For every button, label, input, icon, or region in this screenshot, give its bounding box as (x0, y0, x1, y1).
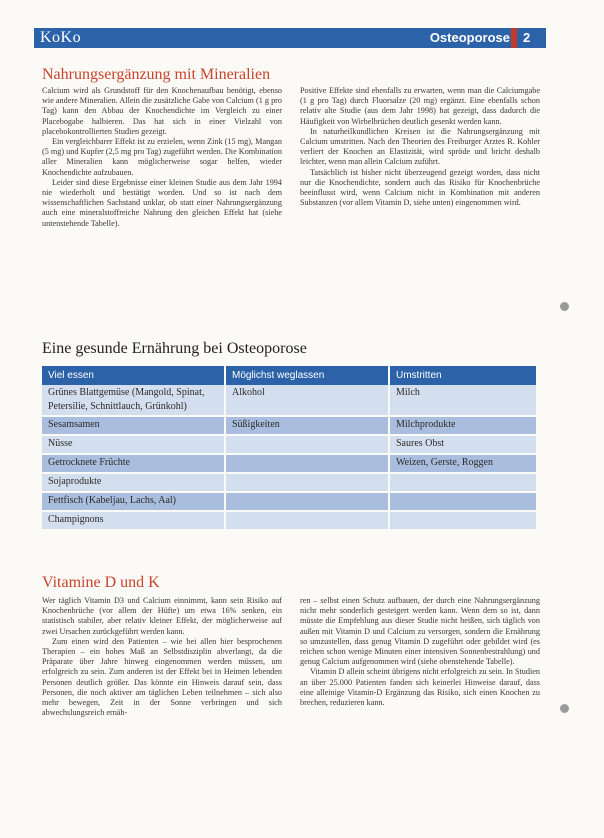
table-cell (225, 511, 389, 530)
table-cell: Alkohol (225, 385, 389, 416)
table-cell: Sojaprodukte (42, 473, 225, 492)
table-cell (389, 511, 537, 530)
paragraph: Positive Effekte sind ebenfalls zu erwarten, wenn man die Calciumgabe (1 g pro Tag) durch Fluorsalze (20 mg) ergänzt. Eine ebenfalls schon relativ alte Studie (aus dem Jahr 1998) hat gezeigt, dass dadurch die Häufigkeit von Wirbelbrüchen deutlich gesenkt werden kann. (300, 86, 540, 126)
paragraph: In naturheilkundlichen Kreisen ist die Nahrungsergänzung mit Calcium umstritten. Nach den Theorien des Freiburger Arztes R. Kohler verliert der Knochen an Elastizität, wird spröde und bricht deshalb leichter, wenn man allein Calcium zuführt. (300, 126, 540, 167)
table-cell (225, 435, 389, 454)
table-cell (389, 473, 537, 492)
logo: KoKo (40, 29, 82, 46)
table-cell (225, 473, 389, 492)
table-row (42, 492, 537, 511)
table-row (42, 454, 537, 473)
paragraph: Ein vergleichbarer Effekt ist zu erzielen, wenn Zink (15 mg), Mangan (5 mg) und Kupfer (2,5 mg pro Tag) zugeführt werden. Die Kombination aller Mineralien kann möglicherweise sogar helfen, wieder Knochendichte aufzubauen. (42, 137, 282, 177)
minerals-right-column (300, 86, 540, 208)
page-header (34, 28, 546, 48)
page-number: 2 (523, 30, 531, 45)
table-cell: Grünes Blattgemüse (Mangold, Spinat, Petersilie, Schnittlauch, Grünkohl) (42, 385, 225, 416)
column-header: Umstritten (389, 366, 537, 385)
page-number-marker (511, 28, 517, 48)
column-header: Möglichst weglassen (225, 366, 389, 385)
section-title-minerals: Nahrungsergänzung mit Mineralien (42, 66, 271, 83)
section-title-vitamins: Vitamine D und K (42, 574, 160, 591)
paragraph: Zum einen wird den Patienten – wie bei allen hier besprochenen Therapien – ein hohes Maß an Selbstdisziplin abverlangt, da die Präparate über Jahre hinweg eingenommen werden müssen, um erfolgreich zu sein. Zum anderen ist der Effekt bei in Heimen lebenden Personen deutlich größer. Das könnte ein Hinweis darauf sein, dass Personen, die noch aktiver am täglichen Leben teilnehmen – sich also mehr bewegen, Zeit in der Sonne verbringen und sich abwechslungsreich ernäh- (42, 636, 282, 718)
table-cell: Fettfisch (Kabeljau, Lachs, Aal) (42, 492, 225, 511)
vitamins-left-column (42, 596, 282, 718)
table-row (42, 385, 537, 416)
paragraph: Tatsächlich ist bisher nicht überzeugend gezeigt worden, dass nicht nur die Knochendichte, sondern auch das Risiko für Knochenbrüche beeinflusst wird, wenn Calcium nicht in Kombination mit anderen Substanzen (vor allem Vitamin D, siehe unten) eingenommen wird. (300, 167, 540, 208)
binder-hole-icon (560, 704, 569, 713)
table-cell (225, 492, 389, 511)
section-title-nutrition: Eine gesunde Ernährung bei Osteoporose (42, 340, 307, 357)
nutrition-table (42, 366, 538, 531)
table-cell: Süßigkeiten (225, 416, 389, 435)
table-cell: Saures Obst (389, 435, 537, 454)
table-cell: Nüsse (42, 435, 225, 454)
table-row (42, 435, 537, 454)
paragraph: Leider sind diese Ergebnisse einer kleinen Studie aus dem Jahr 1994 nie wiederholt und bestätigt worden. Und so ist nach dem wissenschaftlichen Sachstand unklar, ob statt einer Nahrungsergänzung auch eine mineralstoffreiche Nahrung den gleichen Effekt hat (siehe untenstehende Tabelle). (42, 177, 282, 228)
column-header: Viel essen (42, 366, 225, 385)
minerals-left-column (42, 86, 282, 229)
paragraph: ren – selbst einen Schutz aufbauen, der durch eine Nahrungsergänzung nicht mehr sonderlich gesteigert werden kann. Wenn dem so ist, dann müsste die Empfehlung aus dieser Studie nicht heißen, sich täglich von außen mit Vitamin D und Calcium zu versorgen, sondern die Ernährung so umzustellen, dass genug Vitamin D zugeführt oder gebildet wird (es reichen schon wenige Minuten einer intensiven Sonnenbestrahlung) und genug Calcium aufgenommen wird (siehe obenstehende Tabelle). (300, 596, 540, 667)
table-cell: Milch (389, 385, 537, 416)
table-cell: Sesamsamen (42, 416, 225, 435)
table-cell (389, 492, 537, 511)
table-header-row (42, 366, 537, 385)
table-cell: Milchprodukte (389, 416, 537, 435)
paragraph: Wer täglich Vitamin D3 und Calcium einnimmt, kann sein Risiko auf Knochenbrüche (vor allem der Hüfte) um etwa 16% senken, ein statistisch stabiler, aber relativ kleiner Effekt, der möglicherweise auf zwei Ursachen zurückgeführt werden kann. (42, 596, 282, 636)
vitamins-right-column (300, 596, 540, 708)
table-cell: Champignons (42, 511, 225, 530)
table-cell: Getrocknete Früchte (42, 454, 225, 473)
binder-hole-icon (560, 302, 569, 311)
paragraph: Calcium wird als Grundstoff für den Knochenaufbau benötigt, ebenso wie andere Mineralien. Allein die zusätzliche Gabe von Calcium (1 g pro Tag) kann den Abbau der Knochendichte im Vergleich zu einer Placebogabe halbieren. Das hat sich in einer Vielzahl von placebokontrollierten Studien gezeigt. (42, 86, 282, 136)
paragraph: Vitamin D allein scheint übrigens nicht erfolgreich zu sein. In Studien an über 25.000 Patienten fanden sich keinerlei Hinweise darauf, dass eine alleinige Vitamin-D Ergänzung das Risiko, sich einen Knochen zu brechen, reduzieren kann. (300, 667, 540, 708)
table-cell: Weizen, Gerste, Roggen (389, 454, 537, 473)
table-row (42, 511, 537, 530)
table-cell (225, 454, 389, 473)
table-row (42, 473, 537, 492)
table-row (42, 416, 537, 435)
header-title: Osteoporose (429, 30, 510, 45)
